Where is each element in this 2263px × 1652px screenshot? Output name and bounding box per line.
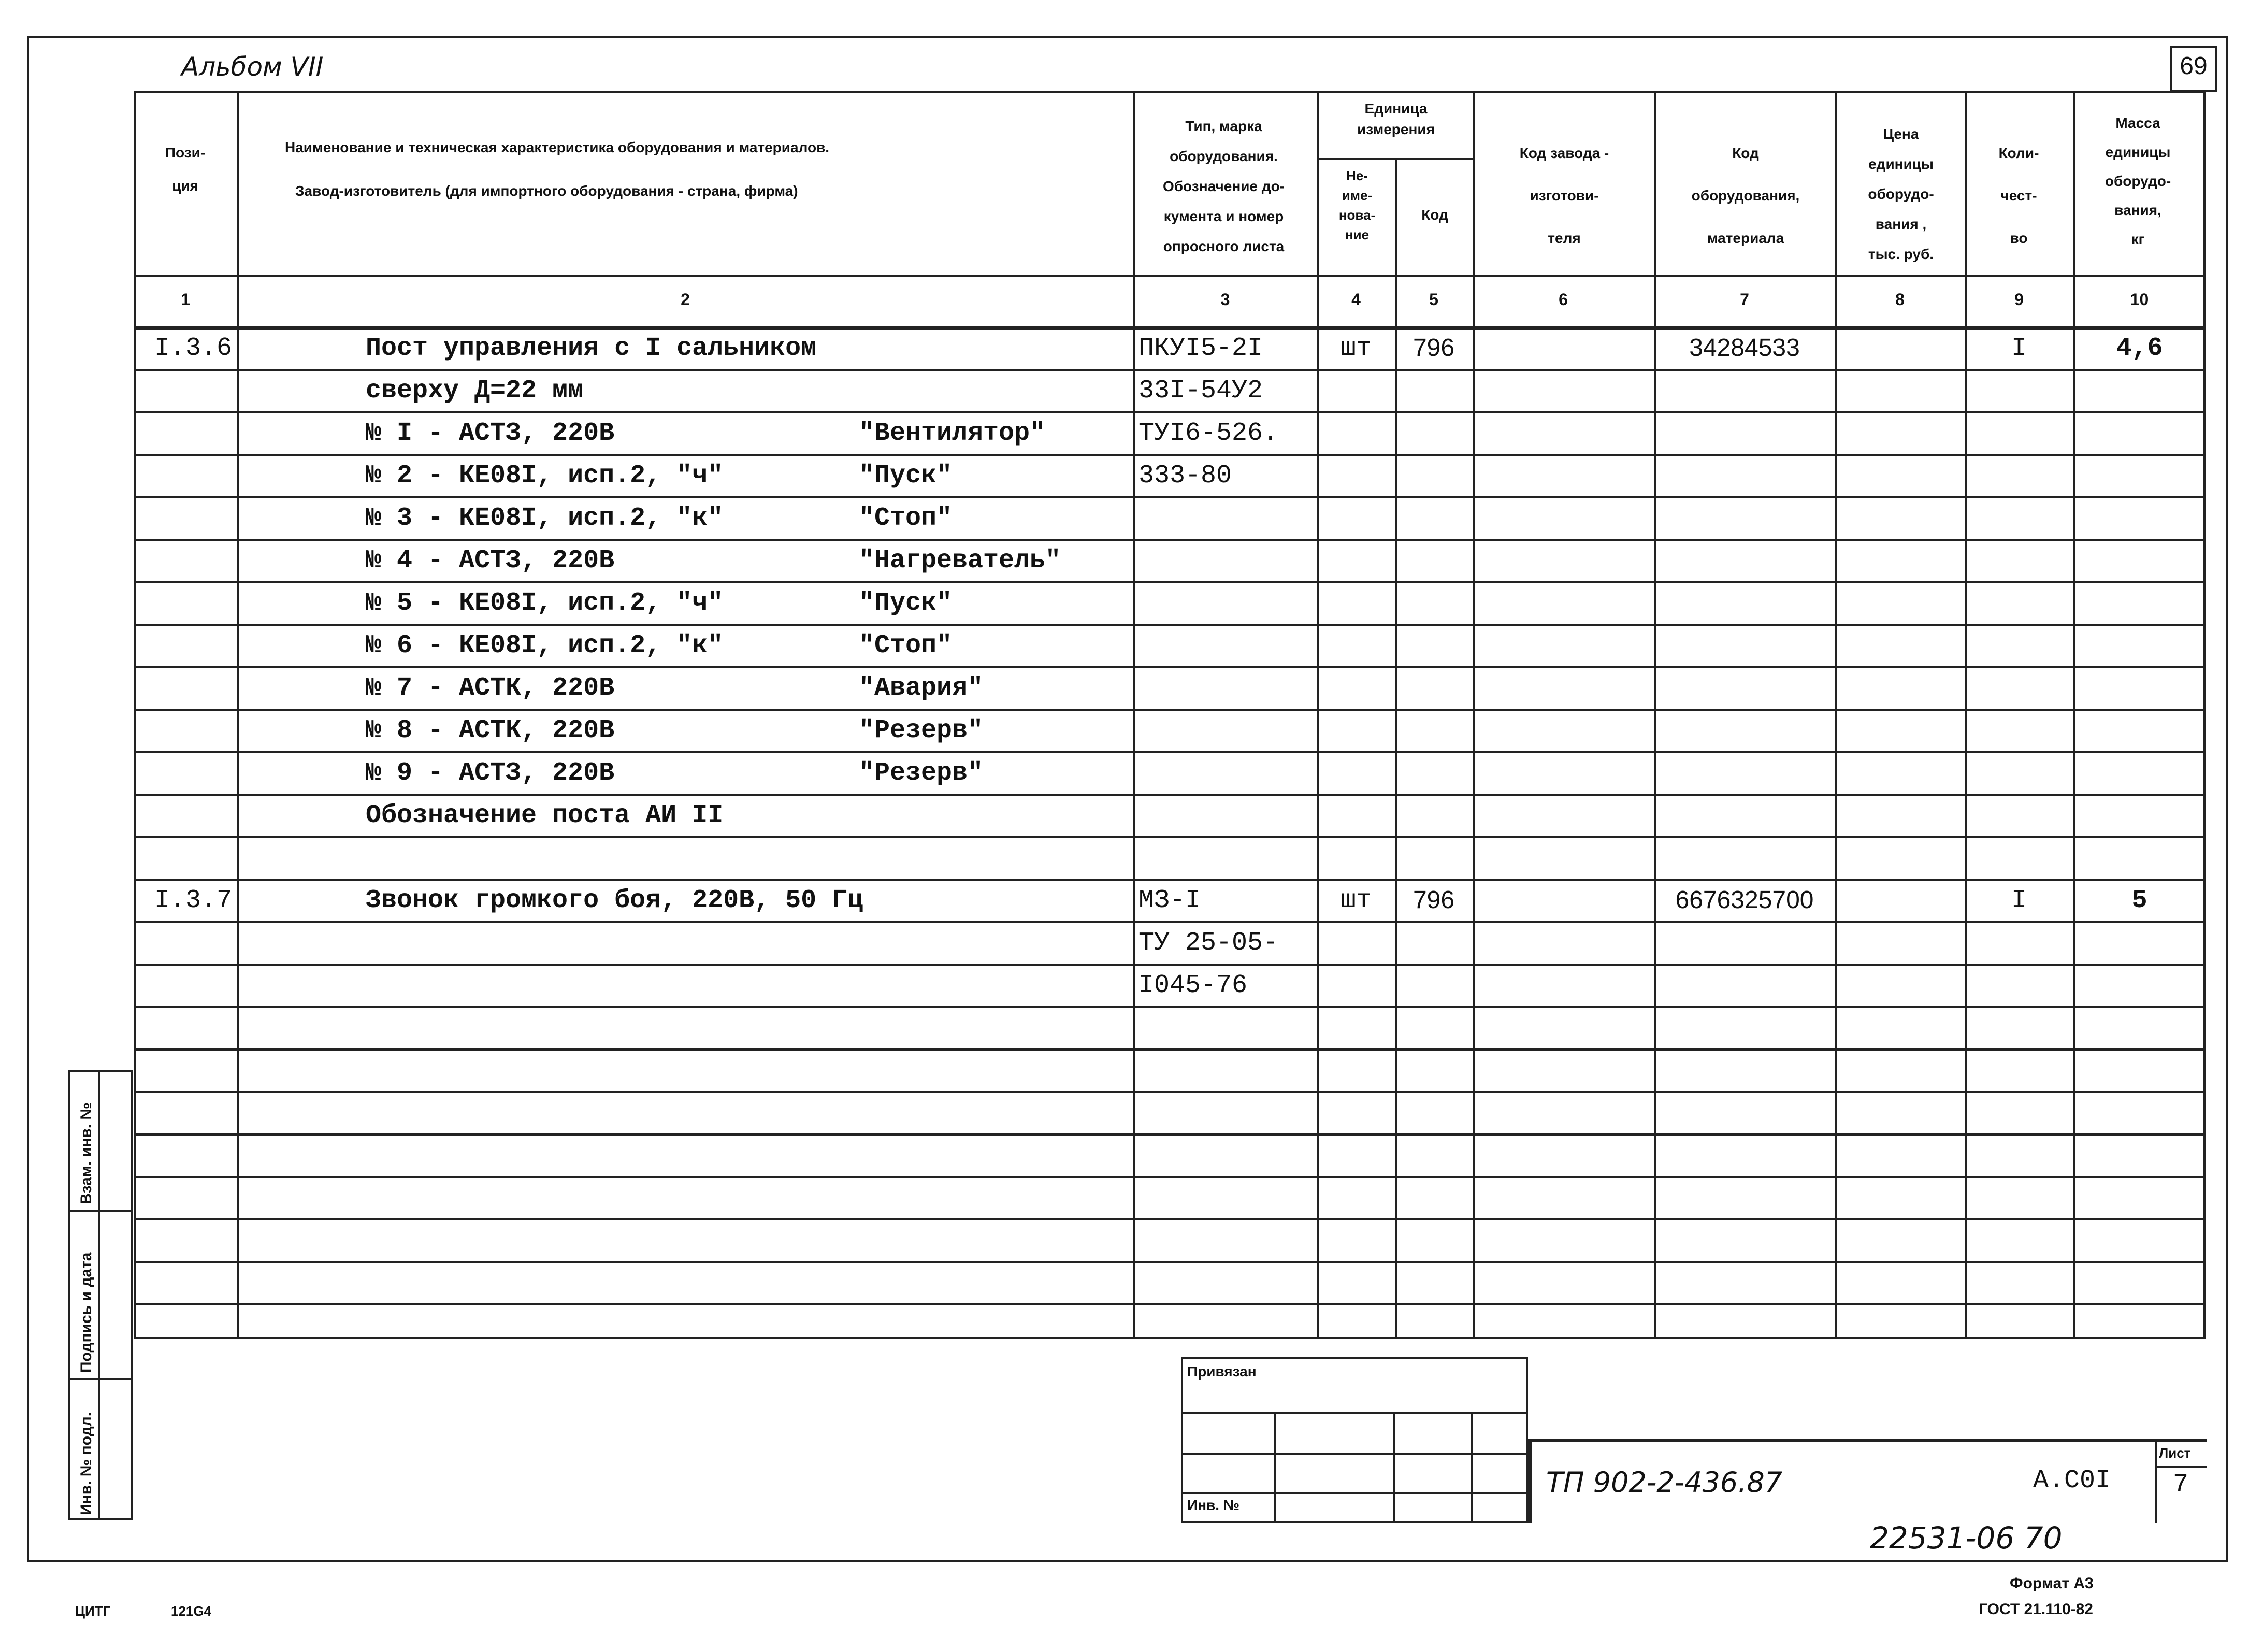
- row-line: [134, 836, 2206, 838]
- cell-type: ТУI6-526.: [1138, 419, 1279, 448]
- order-label: 121G4: [171, 1603, 212, 1619]
- cell-mass: 4,6: [2116, 334, 2163, 363]
- cell-pos: I.3.6: [154, 334, 233, 363]
- table-border: [134, 91, 2206, 1339]
- colnum-3: 3: [1220, 290, 1230, 309]
- colnum-5: 5: [1429, 290, 1438, 309]
- row-line: [134, 1261, 2206, 1263]
- cell-note: "Стоп": [859, 504, 953, 533]
- cell-type: ТУ 25-05-: [1138, 928, 1279, 958]
- cell-name: № I - АСТЗ, 220В: [366, 419, 615, 448]
- handwritten-number: 22531-06 70: [1870, 1520, 2063, 1556]
- cell-name: № 3 - КЕ08I, исп.2, "к": [366, 504, 724, 533]
- row-line: [134, 624, 2206, 626]
- column-line: [1654, 91, 1656, 1339]
- colnum-2: 2: [681, 290, 690, 309]
- cell-name: Обозначение поста АИ II: [366, 801, 724, 830]
- row-line: [134, 1133, 2206, 1136]
- row-line: [134, 666, 2206, 668]
- cell-equip-code: 34284533: [1689, 334, 1800, 362]
- header-col2: Наименование и техническая характеристика оборудования и материалов. Завод-изготовитель (для импортного оборудования - страна, фирма): [285, 139, 830, 199]
- cell-type: 333-80: [1138, 461, 1232, 491]
- cell-note: "Резерв": [859, 716, 984, 745]
- header-col7: Код оборудования, материала: [1691, 145, 1800, 246]
- colnum-1: 1: [181, 290, 190, 309]
- cell-unit-code: 796: [1412, 886, 1455, 914]
- row-line: [134, 1176, 2206, 1178]
- tb-main-vline: [1528, 1439, 1532, 1523]
- column-line: [1317, 91, 1319, 1339]
- header-col4: Не- име- нова- ние: [1338, 168, 1376, 242]
- row-line: [134, 1091, 2206, 1093]
- cell-name: Пост управления с I сальником: [366, 334, 817, 363]
- header-col3: Тип, марка оборудования. Обозначение до- кумента и номер опросного листа: [1162, 118, 1285, 254]
- cell-note: "Вентилятор": [859, 419, 1046, 448]
- privyazan-label: Привязан: [1187, 1363, 1257, 1380]
- cell-name: № 8 - АСТК, 220В: [366, 716, 615, 745]
- header-col1: Пози- ция: [165, 145, 206, 194]
- cell-name: № 2 - КЕ08I, исп.2, "ч": [366, 461, 724, 491]
- cell-name: № 4 - АСТЗ, 220В: [366, 546, 615, 576]
- format-label: Формат А3: [2010, 1575, 2094, 1592]
- header-col6: Код завода - изготови- теля: [1519, 145, 1609, 246]
- colnum-6: 6: [1559, 290, 1568, 309]
- tb-vline: [1393, 1412, 1395, 1523]
- cell-qty: I: [2011, 334, 2027, 363]
- row-line: [134, 964, 2206, 966]
- row-line: [134, 1218, 2206, 1220]
- colnum-4: 4: [1351, 290, 1361, 309]
- row-line: [134, 921, 2206, 923]
- side-stamp-divider: [68, 1378, 133, 1380]
- header-bottom-line: [134, 275, 2206, 277]
- tb-line: [1181, 1453, 1528, 1455]
- header-col5: Код: [1421, 207, 1448, 223]
- list-label: Лист: [2159, 1445, 2191, 1461]
- row-line: [134, 879, 2206, 881]
- cell-name: № 5 - КЕ08I, исп.2, "ч": [366, 588, 724, 618]
- column-line: [1473, 91, 1475, 1339]
- row-line: [134, 1048, 2206, 1051]
- header-col45-title: Единица измерения: [1357, 100, 1435, 137]
- cell-note: "Пуск": [859, 588, 953, 618]
- cell-note: "Стоп": [859, 631, 953, 660]
- cell-note: "Авария": [859, 673, 984, 703]
- column-line: [1835, 91, 1837, 1339]
- row-line: [134, 369, 2206, 371]
- cell-unit: шт: [1340, 886, 1372, 915]
- cell-qty: I: [2011, 886, 2027, 915]
- cell-name: № 7 - АСТК, 220В: [366, 673, 615, 703]
- side-stamp-divider-v: [98, 1070, 100, 1520]
- album-label: Альбом VII: [181, 52, 324, 82]
- inv-no-label: Инв. №: [1187, 1497, 1240, 1513]
- header-col9: Коли- чест- во: [1998, 145, 2039, 246]
- row-line: [134, 411, 2206, 413]
- list-number: 7: [2172, 1470, 2188, 1500]
- side-stamp-inv: Инв. № подл.: [78, 1412, 95, 1515]
- cell-note: "Нагреватель": [859, 546, 1061, 576]
- tb-line: [1181, 1492, 1528, 1494]
- row-line: [134, 1303, 2206, 1305]
- tb-line: [1181, 1412, 1528, 1414]
- colnum-8: 8: [1895, 290, 1905, 309]
- cell-equip-code: 6676325700: [1675, 886, 1814, 914]
- sheet-code: А.С0I: [2033, 1466, 2111, 1496]
- column-line: [2073, 91, 2075, 1339]
- row-line: [134, 1006, 2206, 1008]
- column-line: [237, 91, 239, 1339]
- row-line: [134, 794, 2206, 796]
- side-stamp-podpis: Подпись и дата: [78, 1252, 95, 1373]
- cell-unit-code: 796: [1412, 334, 1455, 362]
- colnum-7: 7: [1740, 290, 1749, 309]
- page-number: 69: [2180, 52, 2208, 80]
- cell-note: "Пуск": [859, 461, 953, 491]
- cell-name: № 9 - АСТЗ, 220В: [366, 758, 615, 788]
- row-line: [134, 454, 2206, 456]
- cell-name: № 6 - КЕ08I, исп.2, "к": [366, 631, 724, 660]
- header-col8: Цена единицы оборудо- вания , тыс. руб.: [1868, 126, 1934, 262]
- cell-type: МЗ-I: [1138, 886, 1201, 915]
- cell-unit: шт: [1340, 334, 1372, 363]
- tb-main-line: [1528, 1439, 2207, 1442]
- column-line: [1133, 91, 1135, 1339]
- cell-type: 33I-54У2: [1138, 376, 1263, 406]
- colnum-bottom-line: [134, 326, 2206, 330]
- header-col10: Масса единицы оборудо- вания, кг: [2105, 115, 2171, 247]
- colnum-10: 10: [2130, 290, 2149, 309]
- doc-code: ТП 902-2-436.87: [1546, 1466, 1783, 1499]
- org-label: ЦИТГ: [75, 1603, 111, 1619]
- tb-vline: [1274, 1412, 1276, 1523]
- colnum-9: 9: [2014, 290, 2024, 309]
- cell-note: "Резерв": [859, 758, 984, 788]
- cell-pos: I.3.7: [154, 886, 233, 915]
- row-line: [134, 751, 2206, 753]
- cell-name: сверху Д=22 мм: [366, 376, 584, 406]
- cell-name: Звонок громкого боя, 220В, 50 Гц: [366, 886, 863, 915]
- column-line: [1965, 91, 1967, 1339]
- row-line: [134, 496, 2206, 498]
- side-stamp-vzam: Взам. инв. №: [78, 1102, 95, 1204]
- gost-label: ГОСТ 21.110-82: [1979, 1601, 2093, 1618]
- row-line: [134, 709, 2206, 711]
- row-line: [134, 581, 2206, 583]
- cell-type: I045-76: [1138, 971, 1248, 1000]
- side-stamp-divider: [68, 1210, 133, 1212]
- list-hline: [2155, 1466, 2207, 1468]
- cell-mass: 5: [2131, 886, 2147, 915]
- cell-type: ПКУI5-2I: [1138, 334, 1263, 363]
- tb-vline: [1471, 1412, 1473, 1523]
- row-line: [134, 539, 2206, 541]
